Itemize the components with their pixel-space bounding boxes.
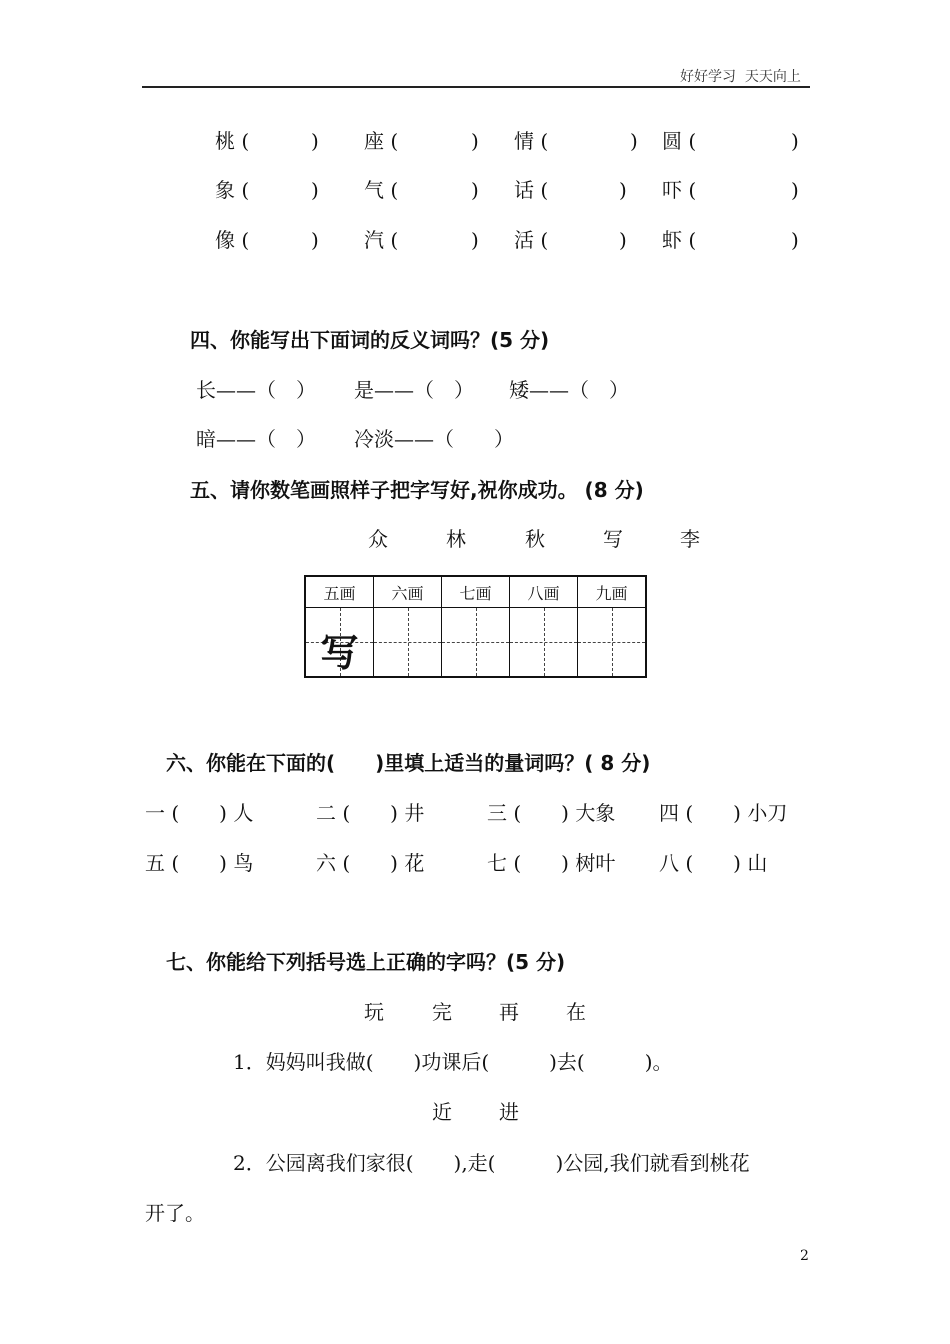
stroke-count-table [304,575,647,678]
question-1: 1．妈妈叫我做( )功课后( )去( )。 [233,1050,673,1074]
table-header: 七画 [442,576,510,608]
measure-item: 四 ( ) 小刀 [659,801,788,825]
char-close: ) [471,228,479,252]
antonym-item: 冷淡——（ ） [354,427,514,451]
char-cell: 像 ( [215,228,250,252]
table-header: 九画 [578,576,647,608]
char-cell: 情 ( [514,129,549,153]
section6-title: 六、你能在下面的( )里填上适当的量词吗？( 8 分) [166,751,651,775]
antonym-item: 矮——（ ） [509,378,629,402]
char-cell: 座 ( [364,129,399,153]
sample-char: 写 [320,631,359,675]
choice-char: 进 [499,1100,519,1124]
header-rule [142,86,810,88]
writing-box[interactable] [578,608,647,678]
antonym-item: 是——（ ） [354,378,474,402]
writing-box[interactable] [442,608,510,678]
section5-title: 五、请你数笔画照样子把字写好,祝你成功。 (8 分) [190,478,644,502]
question-2: 2．公园离我们家很( ),走( )公园,我们就看到桃花 [233,1151,750,1175]
measure-item: 二 ( ) 井 [316,801,425,825]
question-2-continued: 开了。 [145,1201,205,1225]
char-close: ) [791,228,799,252]
choice-char: 再 [499,1000,519,1024]
stroke-char: 写 [603,527,623,551]
char-cell: 活 ( [514,228,549,252]
char-cell: 吓 ( [662,178,697,202]
page-number: 2 [800,1248,809,1264]
section7-title: 七、你能给下列括号选上正确的字吗？(5 分) [166,950,566,974]
char-close: ) [619,228,627,252]
table-header: 八画 [510,576,578,608]
stroke-char: 秋 [525,527,545,551]
measure-item: 八 ( ) 山 [659,851,768,875]
table-header: 五画 [305,576,374,608]
char-close: ) [630,129,638,153]
measure-item: 五 ( ) 鸟 [145,851,254,875]
stroke-char: 李 [680,527,700,551]
writing-box[interactable] [374,608,442,678]
writing-box[interactable] [510,608,578,678]
char-cell: 气 ( [364,178,399,202]
choice-char: 玩 [364,1000,384,1024]
char-cell: 话 ( [514,178,549,202]
char-close: ) [791,178,799,202]
char-cell: 桃 ( [215,129,250,153]
measure-item: 六 ( ) 花 [316,851,425,875]
char-cell: 象 ( [215,178,250,202]
antonym-item: 暗——（ ） [196,427,316,451]
table-header: 六画 [374,576,442,608]
choice-char: 在 [566,1000,586,1024]
char-close: ) [471,178,479,202]
stroke-char: 众 [368,527,388,551]
writing-box[interactable] [305,608,374,678]
measure-item: 七 ( ) 树叶 [487,851,616,875]
char-cell: 圆 ( [662,129,697,153]
measure-item: 三 ( ) 大象 [487,801,616,825]
char-close: ) [311,228,319,252]
char-close: ) [311,178,319,202]
measure-item: 一 ( ) 人 [145,801,254,825]
choice-char: 完 [432,1000,452,1024]
char-cell: 汽 ( [364,228,399,252]
antonym-item: 长——（ ） [196,378,316,402]
char-close: ) [791,129,799,153]
char-close: ) [311,129,319,153]
choice-char: 近 [432,1100,452,1124]
section4-title: 四、你能写出下面词的反义词吗？(5 分) [190,328,550,352]
header-motto: 好好学习 天天向上 [680,69,801,85]
char-close: ) [619,178,627,202]
char-close: ) [471,129,479,153]
char-cell: 虾 ( [662,228,697,252]
stroke-char: 林 [446,527,466,551]
